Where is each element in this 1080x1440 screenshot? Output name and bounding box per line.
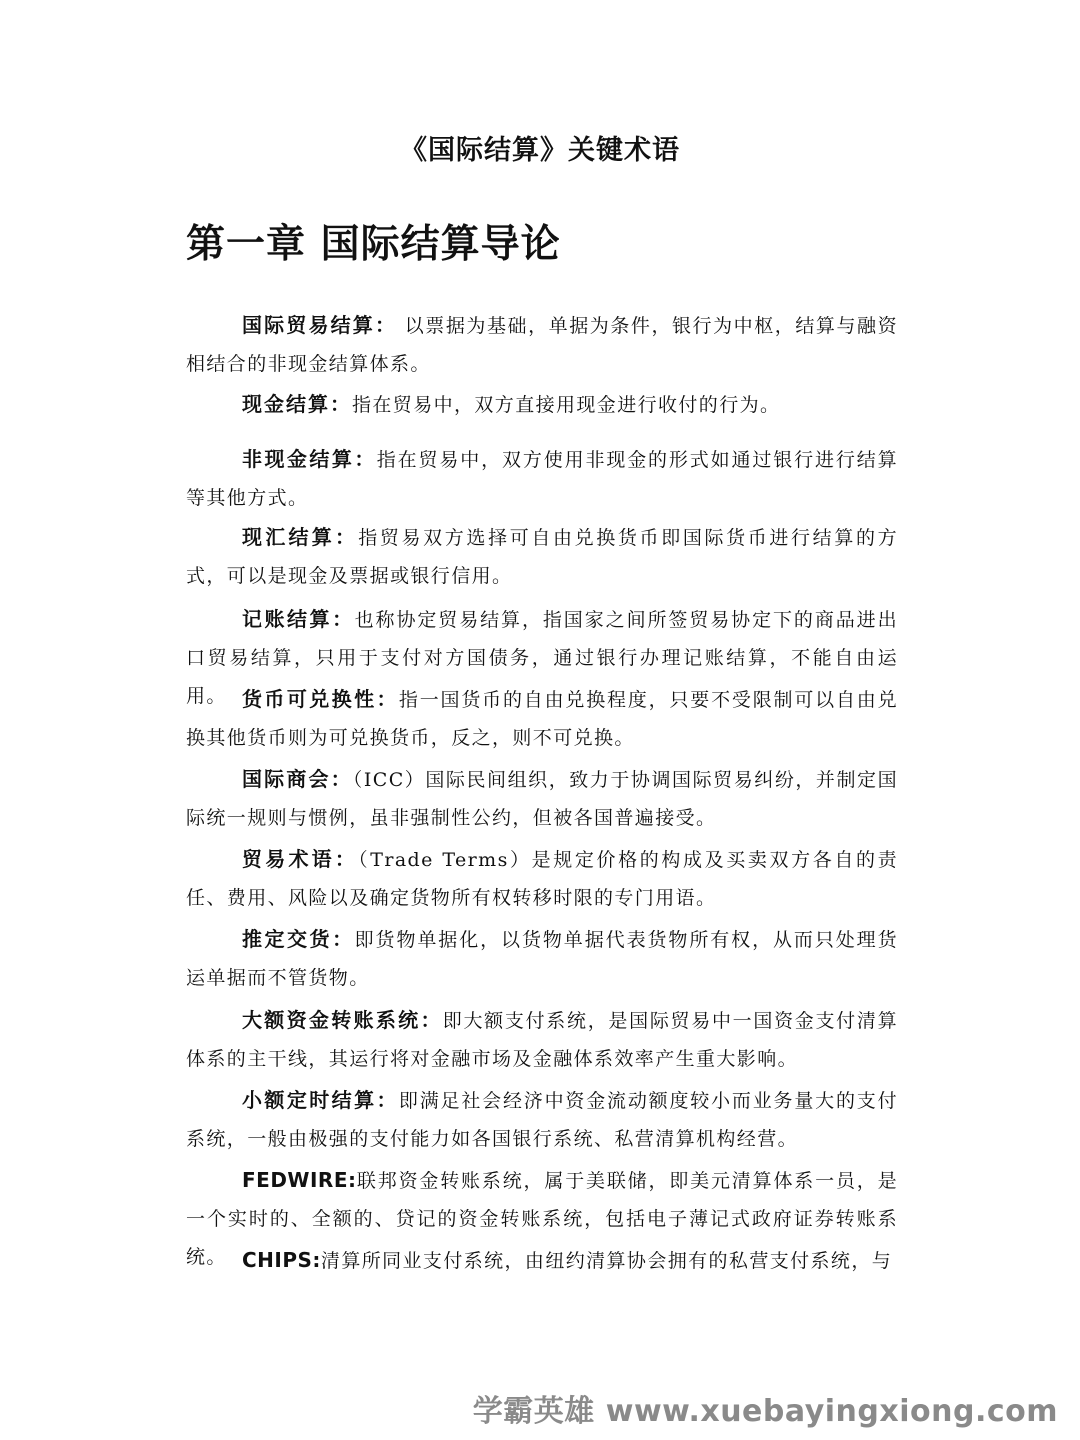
glossary-entry [186, 680, 898, 757]
glossary-definition: 清算所同业支付系统，由纽约清算协会拥有的私营支付系统，与 [320, 1250, 893, 1272]
glossary-definition: 指在贸易中，双方使用非现金的形式如通过银行进行结算等其他方式。 [186, 449, 898, 509]
document-title: 《国际结算》关键术语 [400, 135, 680, 166]
glossary-entry [186, 920, 898, 997]
glossary-term: 非现金结算： [242, 447, 377, 471]
glossary-definition: 指一国货币的自由兑换程度，只要不受限制可以自由兑换其他货币则为可兑换货币，反之，则不可兑换。 [186, 689, 899, 749]
glossary-term: FEDWIRE: [242, 1168, 357, 1192]
glossary-definition: 即大额支付系统，是国际贸易中一国资金支付清算体系的主干线，其运行将对金融市场及金融体系效率产生重大影响。 [186, 1010, 898, 1070]
glossary-definition: 指在贸易中，双方直接用现金进行收付的行为。 [352, 394, 781, 416]
glossary-definition: 也称协定贸易结算，指国家之间所签贸易协定下的商品进出口贸易结算，只用于支付对方国债务，通过银行办理记账结算，不能自由运用。 [186, 609, 899, 707]
site-watermark: 学霸英雄 www.xuebayingxiong.com [472, 1394, 1058, 1429]
glossary-definition: 指贸易双方选择可自由兑换货币即国际货币进行结算的方式，可以是现金及票据或银行信用。 [186, 527, 899, 587]
glossary-term: 推定交货： [242, 927, 355, 951]
glossary-entry [186, 1081, 898, 1158]
glossary-term: 现金结算： [242, 392, 352, 416]
glossary-entry [186, 1001, 898, 1078]
glossary-entry [186, 760, 898, 837]
glossary-term: 现汇结算： [242, 525, 359, 549]
glossary-entry [186, 1241, 898, 1280]
glossary-entry [186, 306, 898, 383]
chapter-heading: 第一章 国际结算导论 [186, 222, 561, 267]
glossary-term: 小额定时结算： [242, 1088, 399, 1112]
glossary-definition: 即满足社会经济中资金流动额度较小而业务量大的支付系统，一般由极强的支付能力如各国银行系统、私营清算机构经营。 [186, 1090, 899, 1150]
glossary-definition: （ICC）国际民间组织，致力于协调国际贸易纠纷，并制定国际统一规则与惯例，虽非强制性公约，但被各国普遍接受。 [186, 769, 898, 829]
glossary-entry [186, 385, 898, 424]
glossary-term: 货币可兑换性： [242, 687, 399, 711]
glossary-definition: （Trade Terms）是规定价格的构成及买卖双方各自的责任、费用、风险以及确定货物所有权转移时限的专门用语。 [186, 849, 898, 909]
glossary-definition: 即货物单据化，以货物单据代表货物所有权，从而只处理货运单据而不管货物。 [186, 929, 899, 989]
glossary-entry [186, 440, 898, 517]
glossary-term: 国际商会： [242, 767, 353, 791]
glossary-entry [186, 518, 898, 595]
glossary-definition: 以票据为基础，单据为条件，银行为中枢，结算与融资相结合的非现金结算体系。 [186, 315, 899, 375]
glossary-term: 贸易术语： [242, 847, 359, 871]
glossary-term: 大额资金转账系统： [242, 1008, 443, 1032]
glossary-term: CHIPS: [242, 1248, 321, 1272]
glossary-definition: 联邦资金转账系统，属于美联储，即美元清算体系一员，是一个实时的、全额的、贷记的资金转账系统，包括电子薄记式政府证券转账系统。 [186, 1170, 898, 1268]
glossary-term: 国际贸易结算： [242, 313, 398, 337]
glossary-term: 记账结算： [242, 607, 355, 631]
glossary-entry [186, 840, 898, 917]
